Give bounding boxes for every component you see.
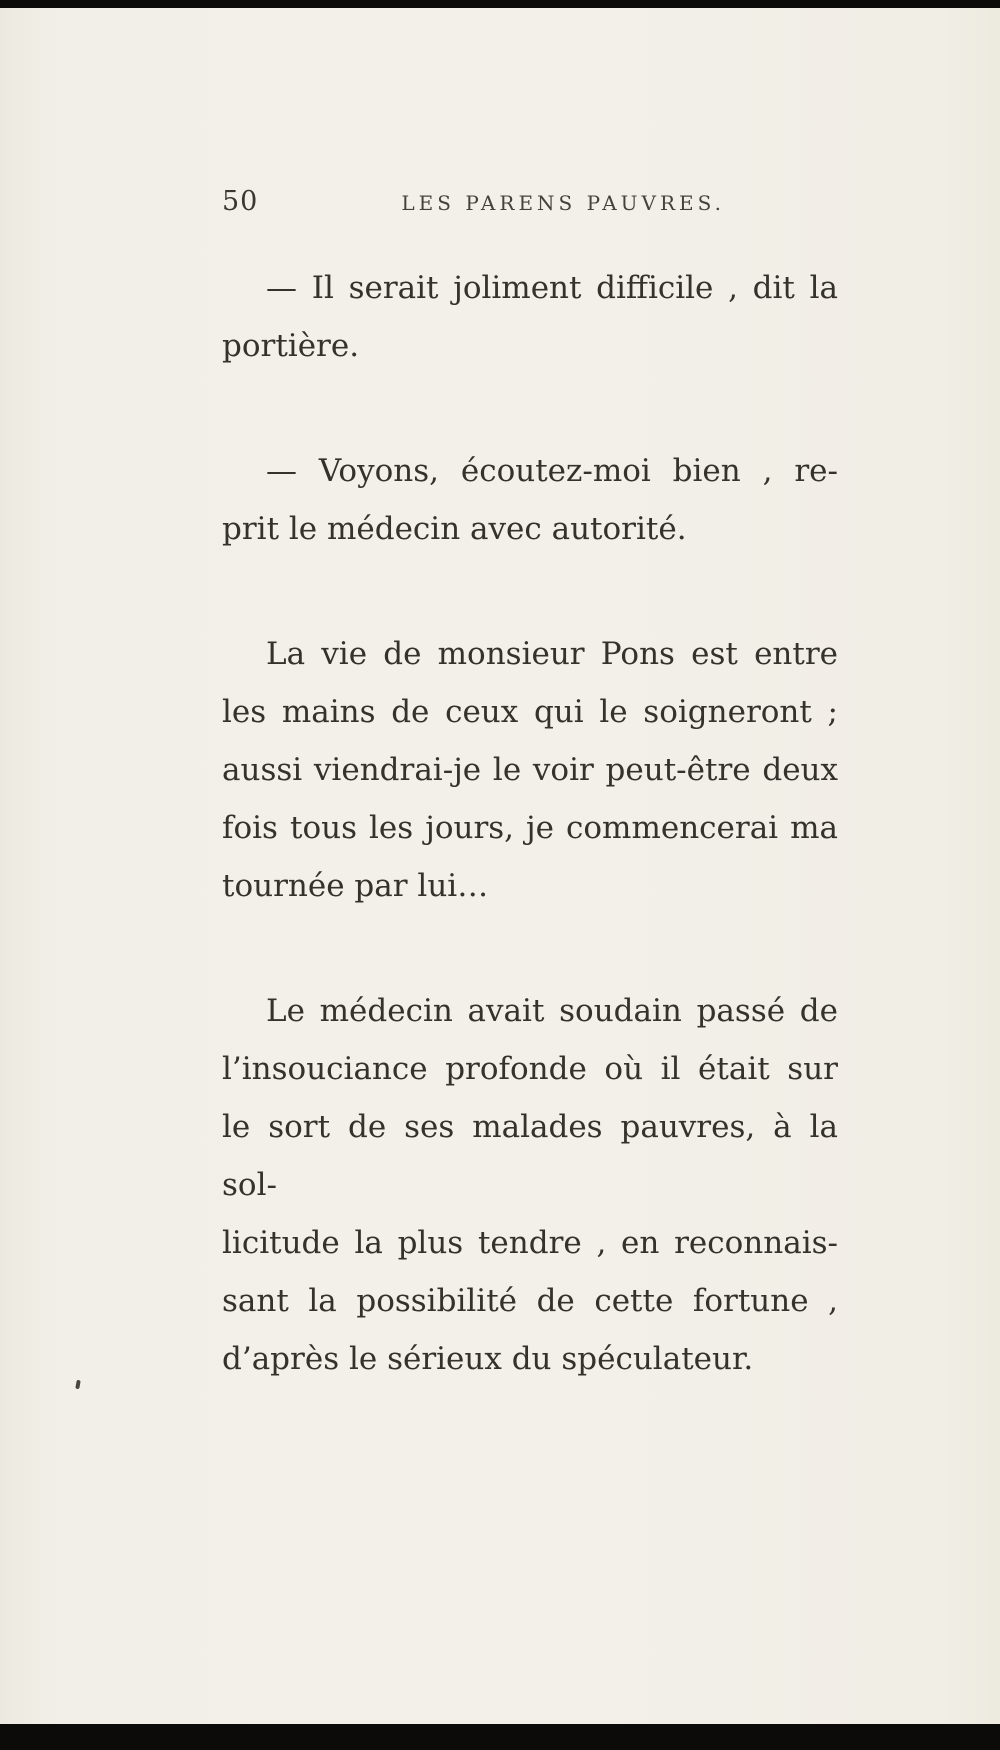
book-page — [0, 8, 1000, 1724]
text-line: licitude la plus tendre , en reconnais- — [222, 1225, 838, 1261]
text-line: les mains de ceux qui le soigneront ; — [222, 694, 838, 730]
paragraph — [222, 625, 838, 915]
text-line: — Voyons, écoutez-moi bien , re- — [266, 453, 838, 489]
text-line: le sort de ses malades pauvres, à la sol- — [222, 1109, 838, 1203]
text-line: l’insouciance profonde où il était sur — [222, 1051, 838, 1087]
text-line: — Il serait joliment difficile , dit la — [266, 270, 838, 306]
text-line: d’après le sérieux du spéculateur. — [222, 1341, 754, 1377]
text-line: tournée par lui… — [222, 868, 489, 904]
running-header-title: LES PARENS PAUVRES. — [401, 191, 725, 215]
text-line: portière. — [222, 328, 360, 364]
text-line: Le médecin avait soudain passé de — [266, 993, 838, 1029]
text-line: prit le médecin avec autorité. — [222, 511, 687, 547]
text-line: fois tous les jours, je commencerai ma — [222, 810, 838, 846]
ink-speck — [75, 1380, 81, 1390]
bottom-scan-edge — [0, 1724, 1000, 1750]
page-number: 50 — [222, 186, 259, 217]
paragraph — [222, 259, 838, 375]
page-content — [222, 186, 838, 1388]
paragraph — [222, 982, 838, 1388]
top-scan-edge — [0, 0, 1000, 8]
body-text — [222, 259, 838, 1388]
page-header — [222, 186, 838, 217]
text-line: sant la possibilité de cette fortune , — [222, 1283, 838, 1319]
text-line: La vie de monsieur Pons est entre — [266, 636, 838, 672]
paragraph — [222, 442, 838, 558]
text-line: aussi viendrai-je le voir peut-être deux — [222, 752, 838, 788]
